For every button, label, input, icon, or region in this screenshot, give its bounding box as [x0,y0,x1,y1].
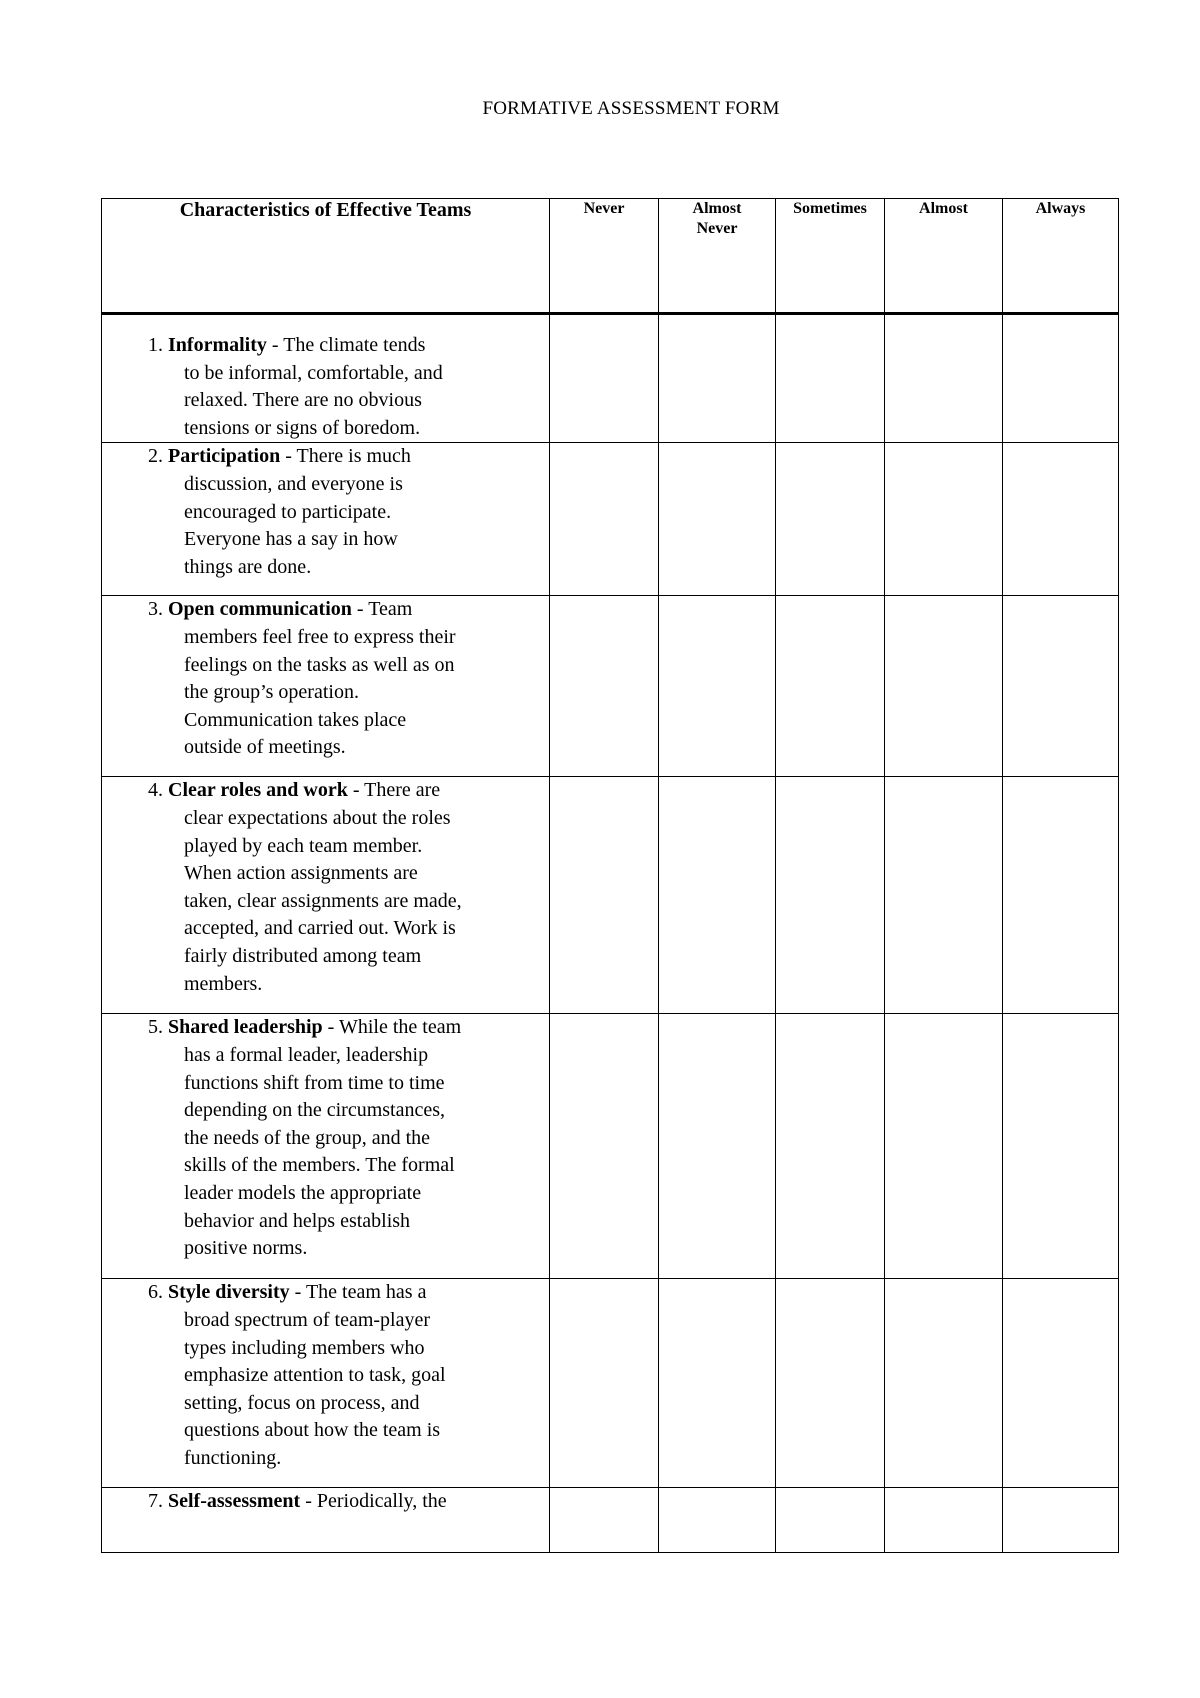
characteristic-term: Style diversity [168,1281,290,1304]
scale-header-label: Always [1035,200,1086,217]
characteristic-description-line: members. [184,972,263,995]
characteristic-first-line [148,1488,539,1516]
rating-cell-almost[interactable] [885,596,1003,777]
characteristic-description-line: fairly distributed among team [184,944,422,967]
item-number: 1. [148,334,163,356]
characteristic-term: Open communication [168,598,352,621]
characteristic-description-line: positive norms. [184,1237,308,1260]
characteristic-description-line: behavior and helps establish [184,1209,411,1232]
characteristic-term: Self-assessment [168,1490,301,1513]
rating-cell-always[interactable] [1003,443,1119,596]
page-title: FORMATIVE ASSESSMENT FORM [482,98,780,119]
table-row [102,1279,1119,1488]
rating-cell-almost[interactable] [885,314,1003,443]
rating-cell-sometimes[interactable] [776,596,885,777]
characteristic-first-line [148,1279,539,1307]
rating-cell-almost-never[interactable] [659,1488,776,1553]
rating-cell-almost[interactable] [885,1014,1003,1279]
scale-header-sometimes [776,199,885,314]
scale-header-almost [885,199,1003,314]
item-number: 5. [148,1016,163,1039]
scale-header-label: Almost [919,200,968,217]
characteristic-description-line: functioning. [184,1446,282,1469]
table-row [102,443,1119,596]
rating-cell-almost-never[interactable] [659,596,776,777]
characteristic-description-line: Communication takes place [184,708,407,731]
rating-cell-always[interactable] [1003,1488,1119,1553]
characteristic-cell [102,1488,550,1553]
rating-cell-never[interactable] [550,1279,659,1488]
characteristic-cell [102,1014,550,1279]
table-header-row [102,199,1119,314]
item-number: 7. [148,1490,163,1513]
rating-cell-almost[interactable] [885,1488,1003,1553]
characteristic-first-line [148,1014,539,1042]
table-row [102,777,1119,1014]
characteristic-description-line: encouraged to participate. [184,500,392,523]
table-row [102,1488,1119,1553]
rating-cell-almost[interactable] [885,1279,1003,1488]
rating-cell-sometimes[interactable] [776,777,885,1014]
scale-header-never [550,199,659,314]
characteristic-description-line: discussion, and everyone is [184,472,403,495]
rating-cell-never[interactable] [550,314,659,443]
rating-cell-almost[interactable] [885,777,1003,1014]
item-number: 4. [148,779,163,802]
characteristic-description-line: skills of the members. The formal [184,1154,455,1177]
rating-cell-sometimes[interactable] [776,314,885,443]
rating-cell-always[interactable] [1003,1279,1119,1488]
characteristic-description-line: taken, clear assignments are made, [184,889,462,912]
scale-header-label: Never [583,200,625,217]
table-row [102,314,1119,443]
characteristic-description-line: functions shift from time to time [184,1071,445,1094]
rating-cell-never[interactable] [550,596,659,777]
characteristic-description-line: clear expectations about the roles [184,806,451,829]
characteristic-description-line: leader models the appropriate [184,1181,422,1204]
item-number: 6. [148,1281,163,1304]
characteristic-description-line: Everyone has a say in how [184,528,398,551]
table-row [102,596,1119,777]
rating-cell-sometimes[interactable] [776,1014,885,1279]
characteristic-description-line: accepted, and carried out. Work is [184,917,456,940]
scale-header-label: Almost [692,200,742,217]
characteristic-cell [102,1279,550,1488]
characteristic-description: - Team [356,598,413,621]
characteristic-description-line: depending on the circumstances, [184,1099,446,1122]
rating-cell-always[interactable] [1003,314,1119,443]
characteristic-first-line [148,777,539,805]
characteristic-description-line: things are done. [184,555,312,578]
characteristic-description-line: types including members who [184,1336,425,1359]
characteristic-description-line: feelings on the tasks as well as on [184,653,455,676]
characteristic-description-line: has a formal leader, leadership [184,1043,429,1066]
scale-header-always [1003,199,1119,314]
characteristic-term: Informality [168,334,267,356]
characteristic-description: - The team has a [294,1281,427,1304]
rating-cell-almost-never[interactable] [659,1014,776,1279]
characteristic-description-line: members feel free to express their [184,625,456,648]
characteristic-first-line [148,332,539,360]
assessment-table [101,198,1119,1553]
item-number: 2. [148,445,163,468]
characteristic-description: - There is much [285,445,411,468]
rating-cell-sometimes[interactable] [776,1488,885,1553]
characteristic-description-line: broad spectrum of team-player [184,1308,431,1331]
rating-cell-never[interactable] [550,1488,659,1553]
characteristic-description-line: to be informal, comfortable, and [184,361,443,384]
characteristic-cell [102,777,550,1014]
characteristic-description-line: When action assignments are [184,862,418,885]
characteristic-first-line [148,443,539,471]
characteristic-description-line: played by each team member. [184,834,423,857]
rating-cell-almost[interactable] [885,443,1003,596]
characteristic-term: Shared leadership [168,1016,323,1039]
rating-cell-never[interactable] [550,777,659,1014]
item-number: 3. [148,598,163,621]
rating-cell-sometimes[interactable] [776,1279,885,1488]
characteristic-description-line: relaxed. There are no obvious [184,389,422,412]
characteristic-term: Participation [168,445,281,468]
characteristic-description-line: tensions or signs of boredom. [184,416,421,439]
characteristic-description: - There are [352,779,441,802]
rating-cell-sometimes[interactable] [776,443,885,596]
characteristic-description: - The climate tends [271,334,426,356]
rating-cell-almost-never[interactable] [659,1279,776,1488]
rating-cell-almost-never[interactable] [659,443,776,596]
characteristic-description-line: outside of meetings. [184,736,346,759]
rating-cell-never[interactable] [550,1014,659,1279]
characteristic-cell [102,443,550,596]
characteristic-description-line: questions about how the team is [184,1419,441,1442]
characteristic-term: Clear roles and work [168,779,348,802]
scale-header-label: Sometimes [793,200,867,217]
rating-cell-never[interactable] [550,443,659,596]
characteristic-description: - Periodically, the [305,1490,447,1513]
characteristic-description-line: setting, focus on process, and [184,1391,420,1414]
rating-cell-almost-never[interactable] [659,314,776,443]
rating-cell-always[interactable] [1003,777,1119,1014]
characteristic-cell [102,596,550,777]
rating-cell-always[interactable] [1003,596,1119,777]
scale-header-almost-never [659,199,776,314]
characteristic-description: - While the team [327,1016,462,1039]
characteristics-header: Characteristics of Effective Teams [102,199,550,314]
table-row [102,1014,1119,1279]
characteristic-description-line: the needs of the group, and the [184,1126,431,1149]
rating-cell-always[interactable] [1003,1014,1119,1279]
rating-cell-almost-never[interactable] [659,777,776,1014]
characteristic-description-line: emphasize attention to task, goal [184,1364,446,1387]
scale-header-label-line2: Never [696,220,738,237]
characteristic-cell [102,314,550,443]
characteristic-description-line: the group’s operation. [184,681,359,704]
characteristic-first-line [148,596,539,624]
